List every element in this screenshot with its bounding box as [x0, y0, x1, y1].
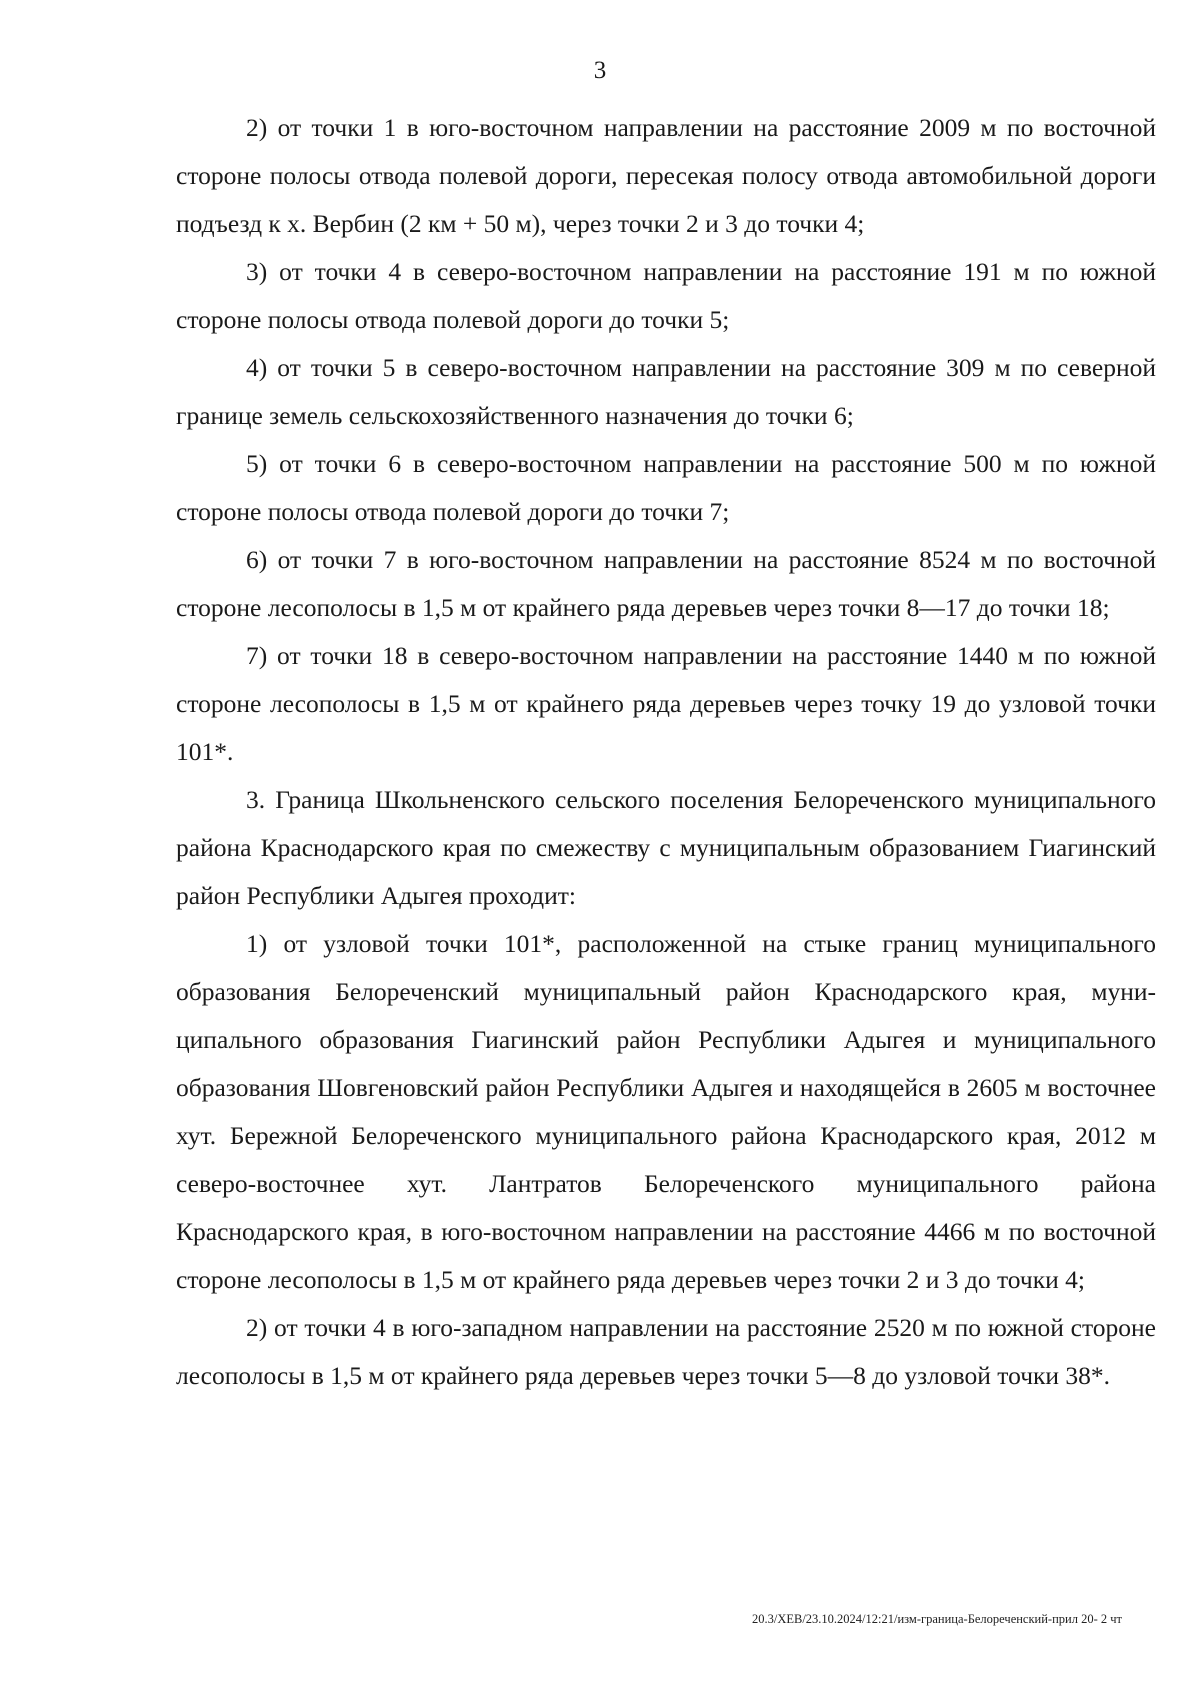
paragraph-point-2: 2) от точки 1 в юго-восточном направлении на расстояние 2009 м по восточной стороне полосы отвода полевой дороги, пересекая полосу отвода автомобильной дороги подъезд к х. Вербин (2 км + 50 м), через точки 2 и 3 до точки 4;: [176, 113, 1156, 238]
paragraph-point-6: 6) от точки 7 в юго-восточном направлении на расстояние 8524 м по восточной стороне лесополосы в 1,5 м от крайнего ряда деревьев через точки 8—17 до точки 18;: [176, 545, 1156, 622]
paragraph-point-5: 5) от точки 6 в северо-восточном направлении на расстояние 500 м по южной стороне полосы отвода полевой дороги до точки 7;: [176, 449, 1156, 526]
page-number: 3: [593, 57, 607, 84]
paragraph-point-3: 3) от точки 4 в северо-восточном направлении на расстояние 191 м по южной стороне полосы отвода полевой дороги до точки 5;: [176, 257, 1156, 334]
paragraph-section-3-point-1: 1) от узловой точки 101*, расположенной на стыке границ муниципального образования Белореченский муниципальный район Краснодарского края, муниципального образования Гиагинский район Республики Адыгея и муниципального образования Шовгеновский район Республики Адыгея и находящейся в 2605 м восточнее хут. Бережной Белореченского муниципального района Краснодарского края, 2012 м северо-восточнее хут. Лантратов Белореченского муниципального района Краснодарского края, в юго-восточном направлении на расстояние 4466 м по восточной стороне лесополосы в 1,5 м от крайнего ряда деревьев через точки 2 и 3 до точки 4;: [176, 929, 1156, 1294]
document-body: [176, 104, 1156, 1400]
paragraph-point-4: 4) от точки 5 в северо-восточном направлении на расстояние 309 м по северной границе земель сельскохозяйственного назначения до точки 6;: [176, 353, 1156, 430]
document-footer-code: 20.3/ХЕВ/23.10.2024/12:21/изм-граница-Белореченский-прил 20- 2 чт: [751, 1612, 1122, 1626]
paragraph-point-7: 7) от точки 18 в северо-восточном направлении на расстояние 1440 м по южной стороне лесополосы в 1,5 м от крайнего ряда деревьев через точку 19 до узловой точки 101*.: [176, 641, 1156, 766]
paragraph-section-3: 3. Граница Школьненского сельского поселения Белореченского муниципального района Краснодарского края по смежеству с муниципальным образованием Гиагинский район Республики Адыгея проходит:: [176, 785, 1156, 910]
paragraph-section-3-point-2: 2) от точки 4 в юго-западном направлении на расстояние 2520 м по южной стороне лесополосы в 1,5 м от крайнего ряда деревьев через точки 5—8 до узловой точки 38*.: [176, 1313, 1156, 1390]
